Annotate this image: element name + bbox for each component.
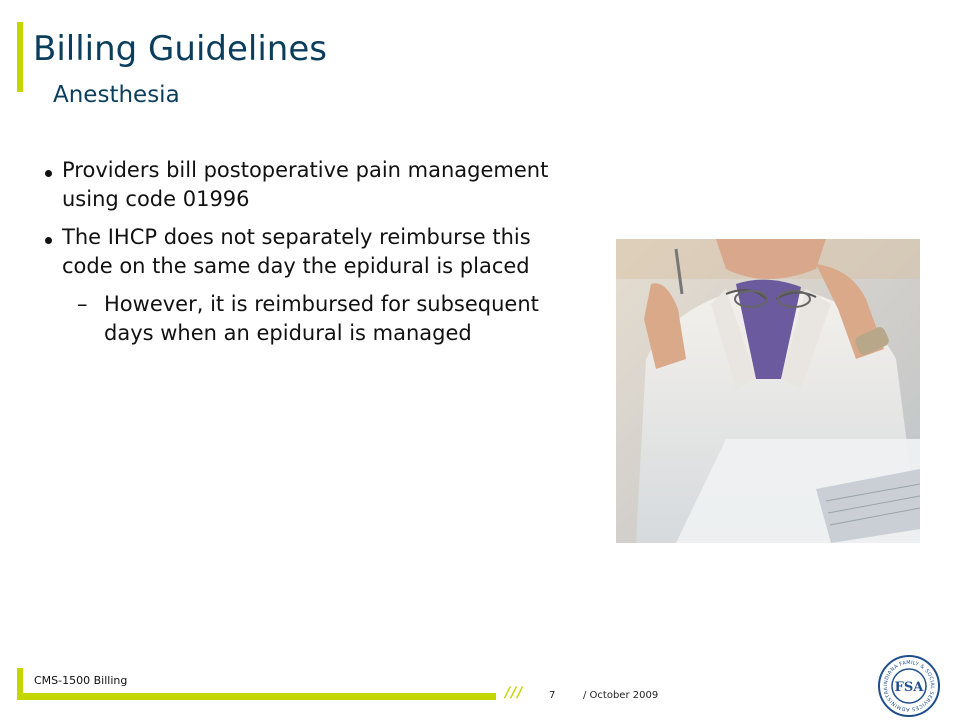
fssa-seal-icon	[878, 655, 940, 717]
doctor-photo	[616, 239, 920, 543]
bullet-text: Providers bill postoperative pain management using code 01996	[62, 158, 549, 211]
sub-bullet-item	[45, 290, 585, 347]
footer-accent-line	[17, 693, 496, 700]
footer-slashes: ///	[505, 685, 524, 701]
footer-date: / October 2009	[583, 690, 659, 701]
slide-title: Billing Guidelines	[33, 29, 327, 69]
fssa-seal-logo	[878, 655, 940, 717]
slide-subtitle: Anesthesia	[53, 82, 180, 108]
bullet-text: The IHCP does not separately reimburse this code on the same day the epidural is placed	[62, 225, 531, 278]
doctor-with-glasses-photo-icon	[616, 239, 920, 543]
page-number: 7	[549, 690, 556, 701]
seal-monogram: FSA	[894, 680, 924, 695]
bullet-dot-icon	[45, 237, 52, 244]
bullet-dot-icon	[45, 170, 52, 177]
seal-text: INDIANA FAMILY & SOCIAL SERVICES ADMINISTRA	[882, 659, 936, 713]
sub-bullet-text: However, it is reimbursed for subsequent days when an epidural is managed	[104, 292, 539, 345]
slide-body	[45, 156, 585, 347]
bullet-item	[45, 156, 585, 213]
footer-label: CMS-1500 Billing	[34, 674, 128, 687]
dash-icon: –	[77, 292, 88, 317]
bullet-item	[45, 223, 585, 280]
title-accent-bar	[17, 22, 23, 92]
